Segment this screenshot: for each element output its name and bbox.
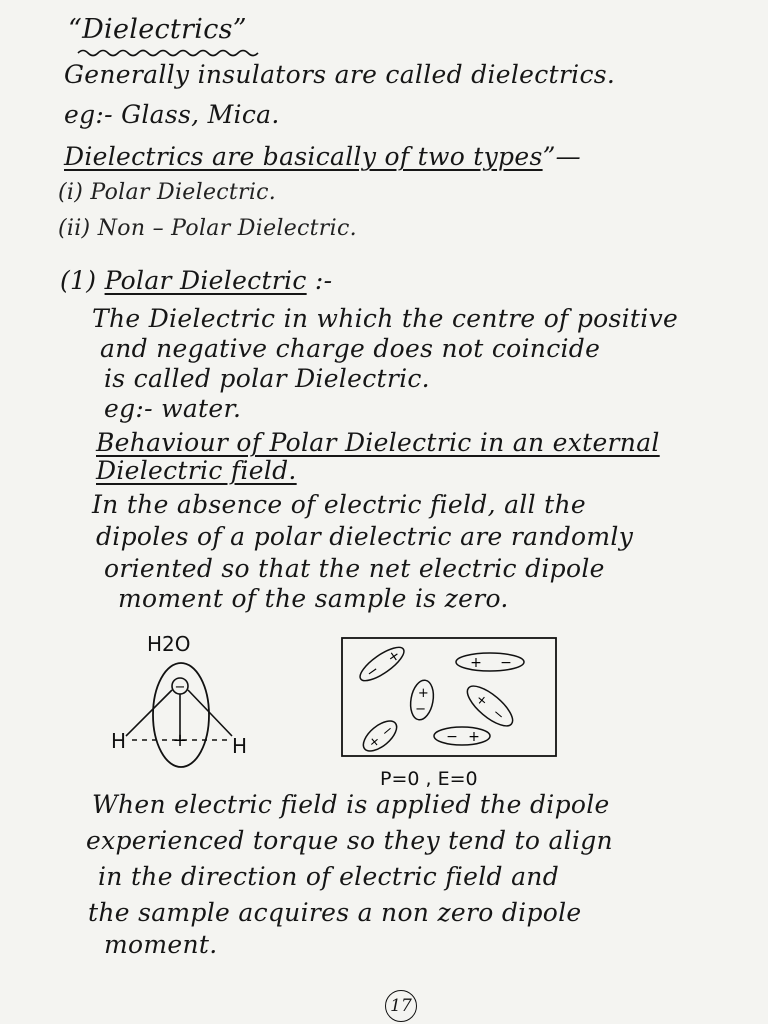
bond-left bbox=[126, 690, 172, 736]
dipole-charge-pos: − bbox=[489, 705, 508, 725]
section-heading-text: Polar Dielectric bbox=[104, 266, 307, 295]
type-polar: (i) Polar Dielectric. bbox=[58, 180, 277, 205]
behaviour-heading bbox=[96, 428, 660, 457]
dipole-shape bbox=[461, 680, 518, 733]
applied-line-3: in the direction of electric field and bbox=[98, 862, 559, 891]
dipole-charge-neg: + bbox=[470, 655, 482, 671]
dipole bbox=[434, 727, 490, 745]
bond-right bbox=[188, 690, 232, 736]
dipole-charge-pos: − bbox=[378, 722, 397, 741]
type-non-polar: (ii) Non – Polar Dielectric. bbox=[58, 216, 357, 241]
dipole-charge-neg: − bbox=[446, 729, 458, 745]
behaviour-heading-2 bbox=[96, 456, 297, 485]
polar-example: eg:- water. bbox=[104, 394, 242, 423]
applied-line-1: When electric field is applied the dipole bbox=[92, 790, 610, 819]
page-number: 17 bbox=[385, 990, 417, 1022]
dipole bbox=[356, 642, 409, 687]
random-dipoles-box bbox=[340, 636, 560, 761]
example-line: eg:- Glass, Mica. bbox=[64, 100, 280, 129]
dipole-charge-pos: − bbox=[500, 655, 512, 671]
dipole-charge-neg: + bbox=[472, 691, 491, 710]
dipole-charge-pos: + bbox=[384, 646, 404, 667]
molecule-label: H2O bbox=[147, 632, 191, 656]
behaviour-heading-line-2: Dielectric field. bbox=[96, 456, 297, 485]
polar-def-line-3: is called polar Dielectric. bbox=[104, 364, 430, 393]
absence-line-4: moment of the sample is zero. bbox=[118, 584, 509, 613]
definition-line: Generally insulators are called dielectrics. bbox=[64, 60, 616, 89]
dipole-charge-neg: − bbox=[415, 701, 427, 717]
polar-def-line-1: The Dielectric in which the centre of positive bbox=[92, 304, 679, 333]
behaviour-heading-line-1: Behaviour of Polar Dielectric in an external bbox=[96, 428, 660, 457]
absence-line-1: In the absence of electric field, all the bbox=[92, 490, 586, 519]
hydrogen-left: H bbox=[111, 729, 127, 753]
dipole bbox=[358, 715, 401, 756]
section-number: (1) bbox=[60, 266, 97, 295]
dipole-shape bbox=[456, 653, 524, 671]
types-heading bbox=[64, 142, 581, 171]
box-caption: P=0 , E=0 bbox=[380, 768, 478, 790]
dipole bbox=[461, 680, 518, 733]
polar-def-line-2: and negative charge does not coincide bbox=[100, 334, 601, 363]
dipole-charge-neg: − bbox=[363, 661, 383, 682]
dipole-charge-pos: + bbox=[417, 686, 429, 702]
dipole bbox=[408, 678, 437, 721]
dipole bbox=[456, 653, 524, 671]
dipole-charge-neg: + bbox=[365, 733, 384, 752]
types-heading-suffix: ”— bbox=[542, 142, 581, 171]
page-title bbox=[68, 14, 247, 45]
absence-line-2: dipoles of a polar dielectric are randomly bbox=[96, 522, 634, 551]
section-heading-polar bbox=[60, 266, 332, 295]
dipole-shape bbox=[358, 715, 401, 756]
hydrogen-right: H bbox=[232, 734, 248, 758]
applied-line-4: the sample acquires a non zero dipole bbox=[88, 898, 582, 927]
center-charge: − bbox=[174, 680, 186, 695]
bottom-charge: + bbox=[172, 730, 188, 751]
title-text: “Dielectrics” bbox=[68, 14, 247, 45]
absence-line-3: oriented so that the net electric dipole bbox=[104, 554, 605, 583]
types-heading-text: Dielectrics are basically of two types bbox=[64, 142, 543, 171]
dipole-shape bbox=[434, 727, 490, 745]
section-heading-suffix: :- bbox=[314, 266, 333, 295]
applied-line-2: experienced torque so they tend to align bbox=[86, 826, 613, 855]
dipole-charge-pos: + bbox=[468, 729, 480, 745]
title-squiggle bbox=[78, 48, 278, 58]
applied-line-5: moment. bbox=[104, 930, 218, 959]
dipole-shape bbox=[356, 642, 409, 687]
